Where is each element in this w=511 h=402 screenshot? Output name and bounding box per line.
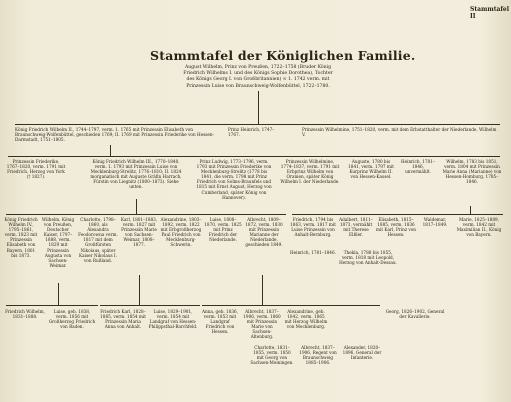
entry-waldemar: Waldemar, 1817–1849.: [422, 217, 448, 228]
entry-wilhelm: Wilhelm, 1783 bis 1851, verm. 1804 mit Prinzessin Marie Anna (Marianne) von Hessen-Homburg, 1785–1846.: [442, 159, 502, 185]
connector-line: [470, 206, 471, 214]
entry-alexandrine-1842: Alexandrine, geb. 1842, verm. 1865 mit Herzog Wilhelm von Mecklenburg.: [284, 309, 328, 330]
connector-line: [202, 305, 380, 306]
connector-line: [292, 214, 503, 215]
entry-friedrich-karl: Friedrich Karl, 1828–1885, verm. 1854 mit Prinzessin Maria Anna von Anhalt.: [100, 309, 146, 330]
entry-albrecht-regent: Albrecht, 1837–1906, Regent von Braunschweig 1885–1906.: [299, 345, 337, 366]
entry-karl: Karl, 1801–1883, verm. 1827 mit Prinzessin Marie von Sachsen-Weimar, 1808–1877.: [120, 217, 158, 248]
entry-alexandrine: Alexandrine, 1803–1892, verm. 1822 mit Erbgroßherzog Paul Friedrich von Mecklenburg-Schwerin.: [160, 217, 202, 248]
entry-princess-wilhelmine-2: Prinzessin Wilhelmine, 1774–1837, verm. 1791 mit Erbprinz Wilhelm von Oranien, später König Wilhelm I. der Niederlande.: [280, 159, 340, 185]
entry-wilhelm-kaiser: Wilhelm, König von Preußen, Deutscher Kaiser, 1797–1888, verm. 1829 mit Prinzessin Augusta von Sachsen-Weimar.: [41, 217, 75, 268]
connector-line: [8, 156, 500, 157]
entry-luise: Luise, 1808–1870, verm. 1825 mit Prinz Friedrich der Niederlande.: [204, 217, 242, 243]
entry-heinrich: Heinrich, 1781–1846, unvermählt.: [401, 159, 435, 175]
connector-line: [136, 199, 137, 214]
connector-line: [139, 275, 140, 305]
entry-anna: Anna, geb. 1836, verm. 1853 mit Landgraf Friedrich von Hessen.: [201, 309, 239, 335]
connector-line: [6, 214, 286, 215]
entry-friedrich-1794: Friedrich, 1794 bis 1863, verm. 1817 mit Luise Prinzessin von Anhalt-Bernburg.: [290, 217, 336, 238]
connector-line: [258, 91, 259, 124]
entry-prince-ludwig: Prinz Ludwig, 1773–1796, verm. 1793 mit Prinzessin Friederike von Mecklenburg-Strelitz (1778 bis 1841, die verm. 1798 mit Prinz Friedrich von Solms-Braunfels und 1815 mit Ernst August, Herzog von Cumberland, später König von Hannover).: [196, 159, 272, 200]
corner-label: Stammtafel II: [470, 6, 510, 20]
entry-elisabeth: Elisabeth, 1815–1885, verm. 1836 mit Karl, Prinz von Hessen.: [376, 217, 416, 238]
entry-alexander: Alexander, 1820–1896, General der Infanterie.: [342, 345, 382, 361]
entry-georg: Georg, 1826–1902, General der Kavallerie.: [385, 309, 445, 320]
connector-line: [58, 283, 59, 305]
entry-albrecht-1837: Albrecht, 1837–1906, verm. 1860 mit Prinzessin Marie von Sachsen-Altenburg.: [243, 309, 281, 340]
intro-line: August Wilhelm, Prinz von Preußen, 1722–1758 (Bruder König: [184, 65, 332, 70]
entry-thekla: Thekla, 1788 bis 1855, verm. 1818 mit Leopold, Herzog von Anhalt-Dessau.: [339, 250, 397, 266]
entry-adalbert: Adalbert, 1811–1873, vermählt mit Therese Elßler.: [339, 217, 373, 238]
entry-charlotte-1831: Charlotte, 1831–1855, verm. 1850 mit Georg von Sachsen-Meiningen.: [250, 345, 294, 366]
entry-luise-1838: Luise, geb. 1838, verm. 1856 mit Großherzog Friedrich von Baden.: [48, 309, 96, 330]
entry-heinrich-1781: Heinrich, 1781–1846.: [290, 250, 336, 255]
page-title: Stammtafel der Königlichen Familie.: [150, 48, 416, 63]
intro-line: Prinzessin Luise von Braunschweig-Wolfenbüttel, 1722–1780.: [186, 83, 330, 89]
entry-luise-1829: Luise, 1829–1901, verm. 1854 mit Landgraf von Hessen-Philippsthal-Barchfeld.: [148, 309, 198, 330]
entry-friedrich-wilhelm-1831: Friedrich Wilhelm, 1831–1888.: [5, 309, 45, 320]
entry-albrecht: Albrecht, 1809–1872, verm. 1830 mit Prinzessin Marianne der Niederlande, geschieden 1849.: [245, 217, 283, 248]
entry-king-friedrich-wilhelm-4: König Friedrich Wilhelm IV., 1795–1861, verm. 1823 mit Prinzessin Elisabeth von Bayern, 1801 bis 1873.: [4, 217, 38, 258]
entry-princess-wilhelmine: Prinzessin Wilhelmine, 1751–1820, verm. mit dem Erbstatthalter der Niederlande, Wilhelm V.: [302, 127, 497, 138]
connector-line: [6, 305, 98, 306]
intro-line: des Königs Georg I. von Großbritannien) ∞ 1. 1742 verm. mit: [186, 77, 330, 83]
entry-king-friedrich-wilhelm-2: König Friedrich Wilhelm II., 1744–1797, verm. 1. 1765 mit Prinzessin Elisabeth von Braunschweig-Wolfenbüttel, geschieden 1769; II. 1769 mit Prinzessin Friederike von Hessen-Darmstadt, 1751–1805.: [15, 127, 214, 143]
entry-princess-friederike: Prinzessin Friederike, 1767–1820, verm. 1791 mit Friedrich, Herzog von York († 1827).: [6, 159, 66, 180]
connector-line: [110, 145, 111, 156]
entry-charlotte: Charlotte, 1798–1860, als Alexandra Feodorowna verm. 1817 mit dem Großfürsten Nikolaus, später Kaiser Nikolaus I. von Rußland.: [78, 217, 118, 263]
entry-prince-heinrich: Prinz Heinrich, 1747–1767.: [228, 127, 275, 138]
connector-line: [100, 305, 200, 306]
connector-line: [15, 124, 500, 125]
connector-line: [262, 275, 263, 305]
entry-king-friedrich-wilhelm-3: König Friedrich Wilhelm III., 1770–1840, verm. 1. 1793 mit Prinzessin Luise von Mecklenburg-Strelitz, 1776–1810; II. 1824 morganatisch mit Auguste Gräfin Harrach, Fürstin von Liegnitz (1800–1873). Siehe unten.: [90, 159, 182, 190]
entry-marie: Marie, 1825–1889, verm. 1842 mit Maximilian II., König von Bayern.: [456, 217, 502, 238]
intro-block: [158, 65, 358, 90]
intro-line: Friedrich Wilhelms I. und des Königs Sophie Dorothea), Tochter: [183, 71, 333, 77]
entry-auguste: Auguste, 1780 bis 1841, verm. 1797 mit Kurprinz Wilhelm II. von Hessen-Kassel.: [348, 159, 394, 180]
